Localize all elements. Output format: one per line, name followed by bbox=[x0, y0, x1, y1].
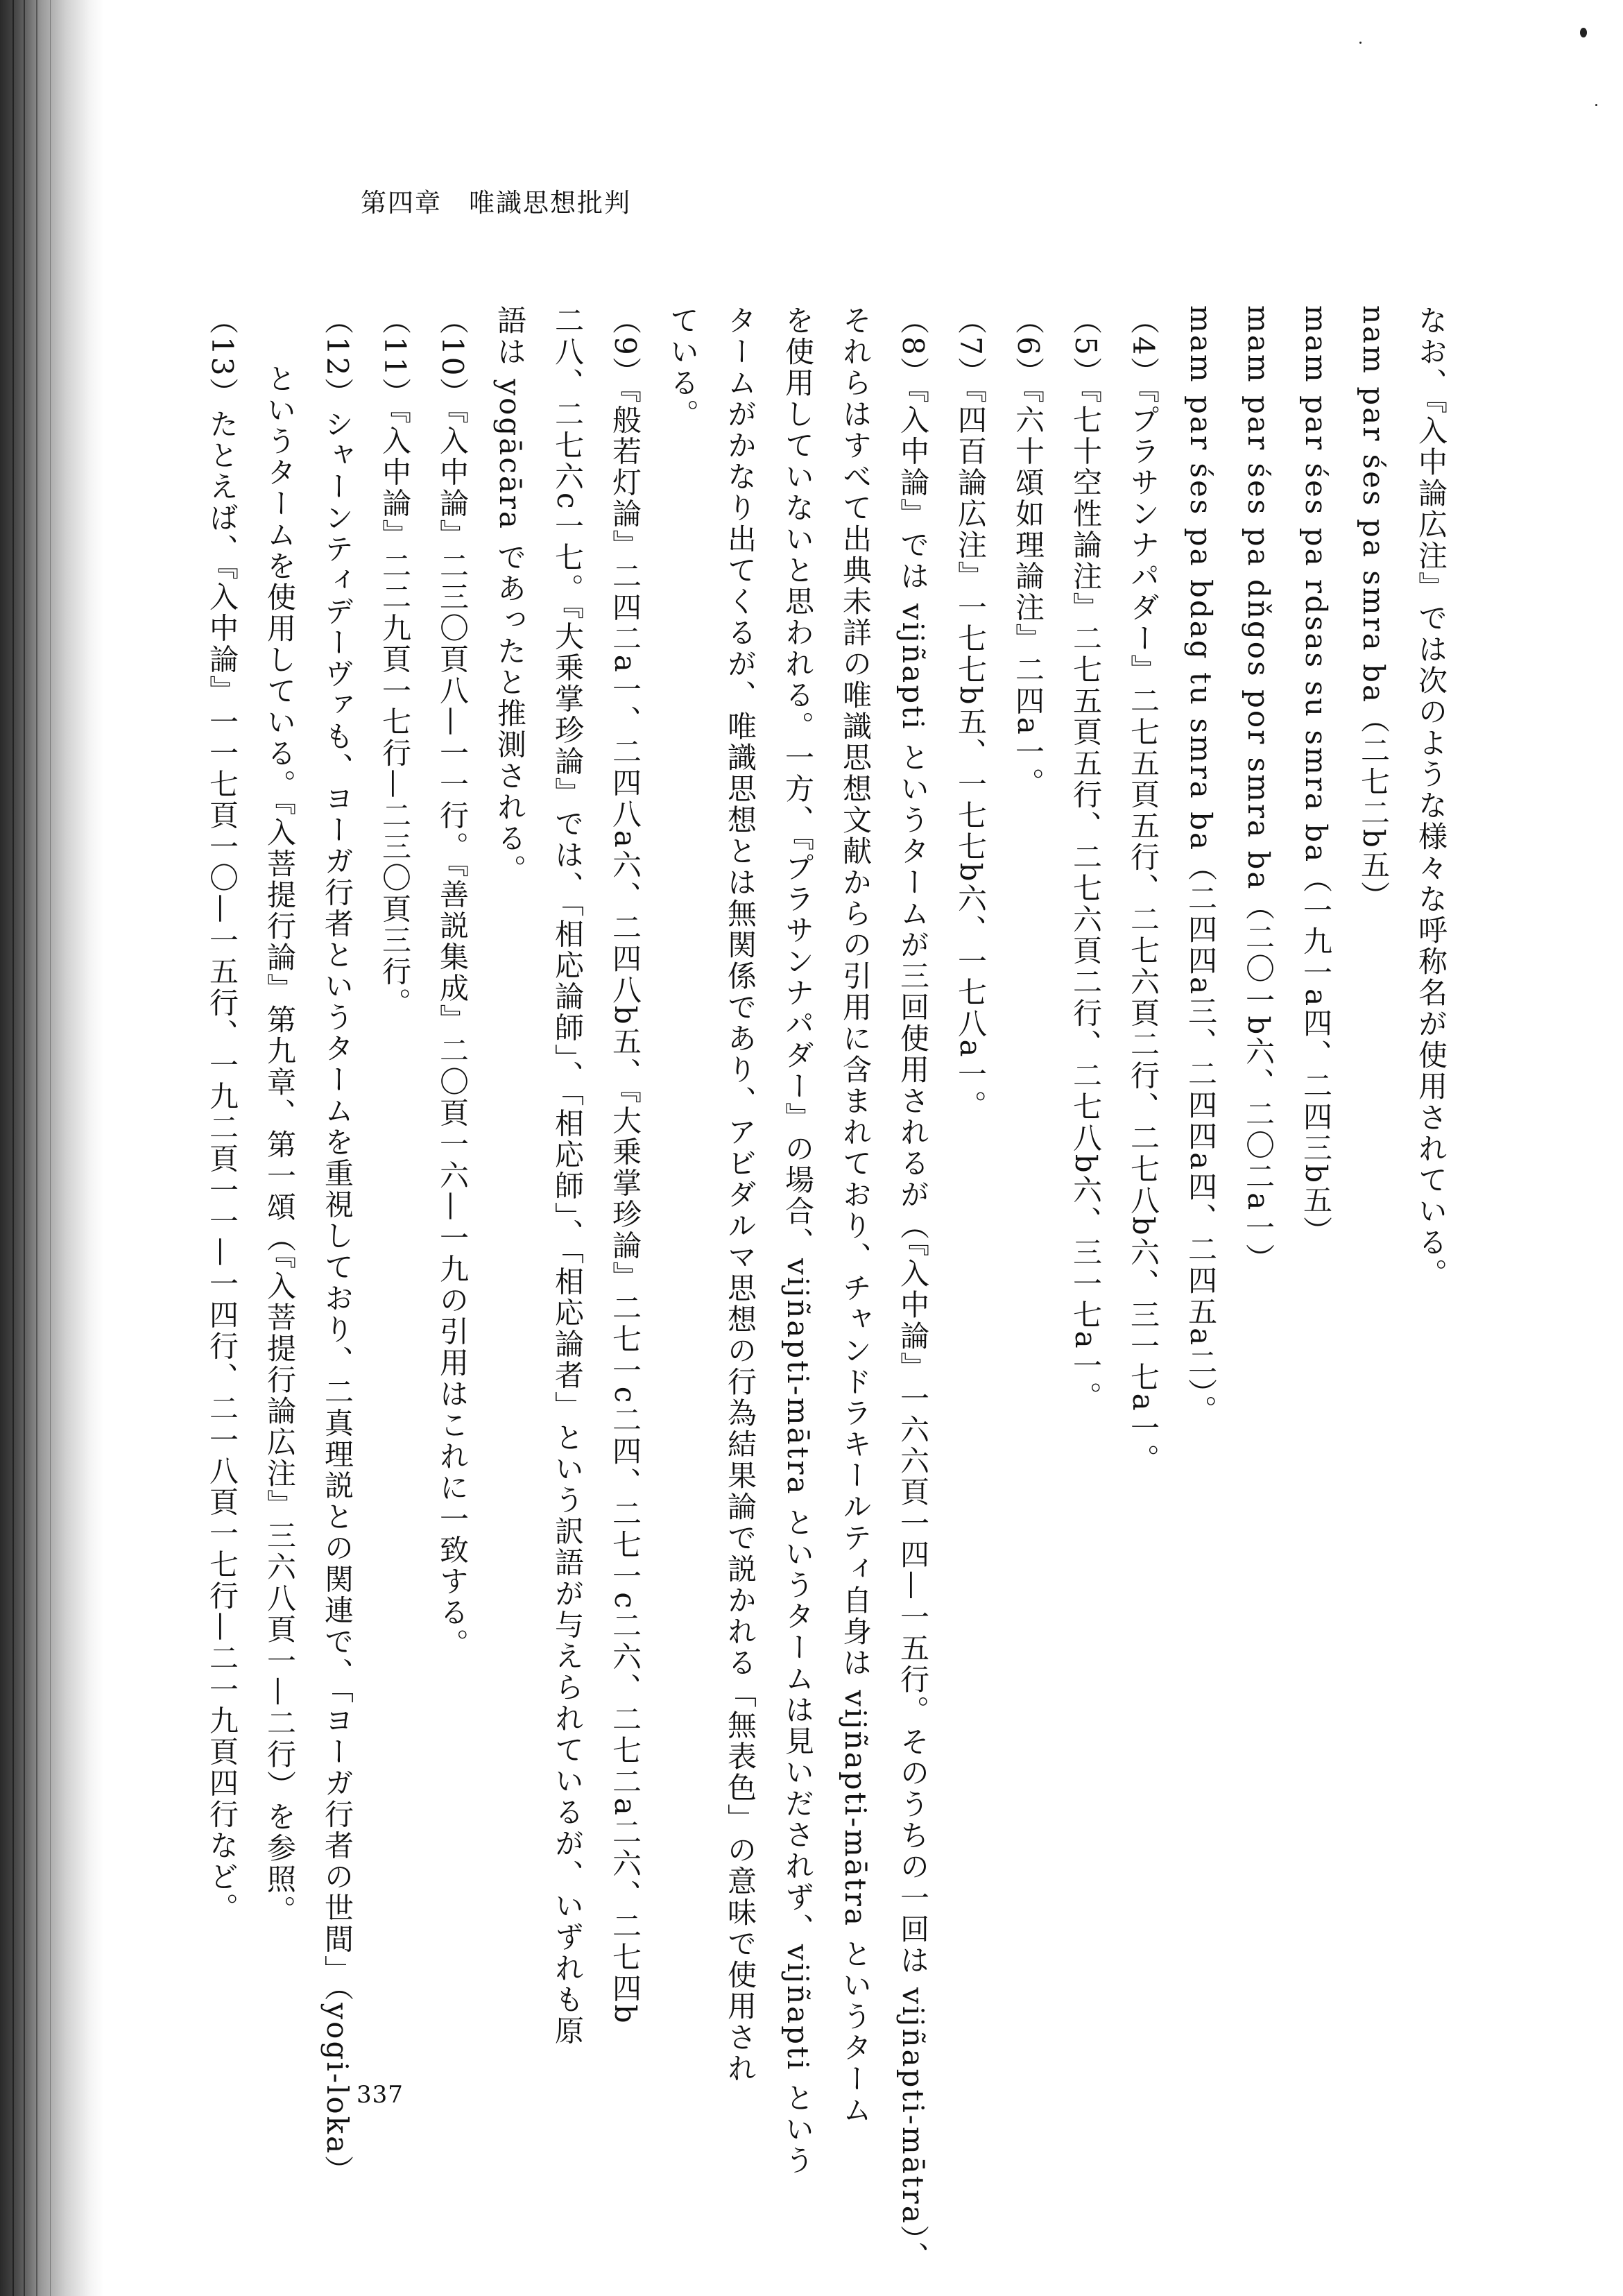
text-line: nam par śes pa smra ba（二七二b五） bbox=[1357, 305, 1391, 912]
scan-speck bbox=[1595, 104, 1597, 106]
book-gutter-shadow bbox=[0, 0, 104, 2296]
note-13: （13）たとえば、『入中論』一一七頁一〇—一五行、一九二頁一一—一四行、二一八頁一七行—二一九頁四行など。 bbox=[205, 305, 239, 1924]
note-8: （8）『入中論』では vijñapti というタームが三回使用されるが（『入中論』一六六頁一四—一五行。そのうちの一回は vijñapti-mātra）、 bbox=[896, 305, 930, 2273]
note-5: （5）『七十空性論注』二七五頁五行、二七六頁二行、二七八b六、三一七a一。 bbox=[1069, 305, 1103, 1413]
running-head: 第四章 唯識思想批判 bbox=[361, 188, 631, 218]
text-line: mam par śes pa dňgos por smra ba（二〇一b六、二〇二a一） bbox=[1242, 305, 1276, 1275]
note-6: （6）『六十頌如理論注』二四a一。 bbox=[1011, 305, 1045, 799]
note-12-cont: というタームを使用している。『入菩提行論』第九章、第一頌（『入菩提行論広注』三六八頁一—二行）を参照。 bbox=[263, 363, 297, 1926]
note-8-cont: ている。 bbox=[666, 305, 700, 430]
note-8-cont: それらはすべて出典未詳の唯識思想文献からの引用に含まれており、チャンドラキールティ自身は vijñapti-mātra というターム bbox=[839, 305, 873, 2127]
note-8-cont: タームがかなり出てくるが、唯識思想とは無関係であり、アビダルマ思想の行為結果論で説かれる「無表色」の意味で使用され bbox=[723, 305, 757, 2084]
scan-speck bbox=[1359, 42, 1362, 44]
note-8-cont: を使用していないと思われる。一方、『プラサンナパダー』の場合、vijñapti-mātra というタームは見いだされず、vijñapti という bbox=[781, 305, 815, 2177]
note-11: （11）『入中論』二二九頁一七行—二三〇頁三行。 bbox=[378, 305, 412, 1019]
note-9-cont: 二八、二七六c一七。『大乗掌珍論』では、「相応論師」、「相応師」、「相応論者」という訳語が与えられているが、いずれも原 bbox=[551, 305, 585, 2047]
text-line: mam par śes pa rdsas su smra ba（一九一a四、二四三b五） bbox=[1299, 305, 1333, 1248]
text-line: なお、『入中論広注』では次のような様々な呼称名が使用されている。 bbox=[1414, 305, 1448, 1290]
gutter-line bbox=[24, 0, 25, 2296]
gutter-line bbox=[50, 0, 51, 2296]
note-4: （4）『プラサンナパダー』二七五頁五行、二七六頁二行、二七八b六、三一七a一。 bbox=[1126, 305, 1160, 1475]
page-number: 337 bbox=[357, 2081, 404, 2109]
note-9: （9）『般若灯論』二四二a一、二四八a六、二四八b五、『大乗掌珍論』二七一c二四、二七一c二六、二七二a二六、二七四b bbox=[608, 305, 642, 2025]
note-9-cont: 語は yogācāra であったと推測される。 bbox=[493, 305, 527, 886]
gutter-line bbox=[12, 0, 14, 2296]
gutter-line bbox=[36, 0, 37, 2296]
note-12: （12）シャーンティデーヴァも、ヨーガ行者というタームを重視しており、二真理説との関連で、「ヨーガ行者の世間」（yogi-loka） bbox=[320, 305, 354, 2187]
text-line: mam par śes pa bdag tu smra ba（二四四a三、二四四a四、二四五a二）。 bbox=[1184, 305, 1218, 1427]
note-7: （7）『四百論広注』一七七b五、一七七b六、一七八a一。 bbox=[954, 305, 988, 1122]
note-10: （10）『入中論』二三〇頁八—一一行。『善説集成』二〇頁一六—一九の引用はこれに一致する。 bbox=[436, 305, 470, 1660]
scan-speck bbox=[1580, 28, 1587, 37]
